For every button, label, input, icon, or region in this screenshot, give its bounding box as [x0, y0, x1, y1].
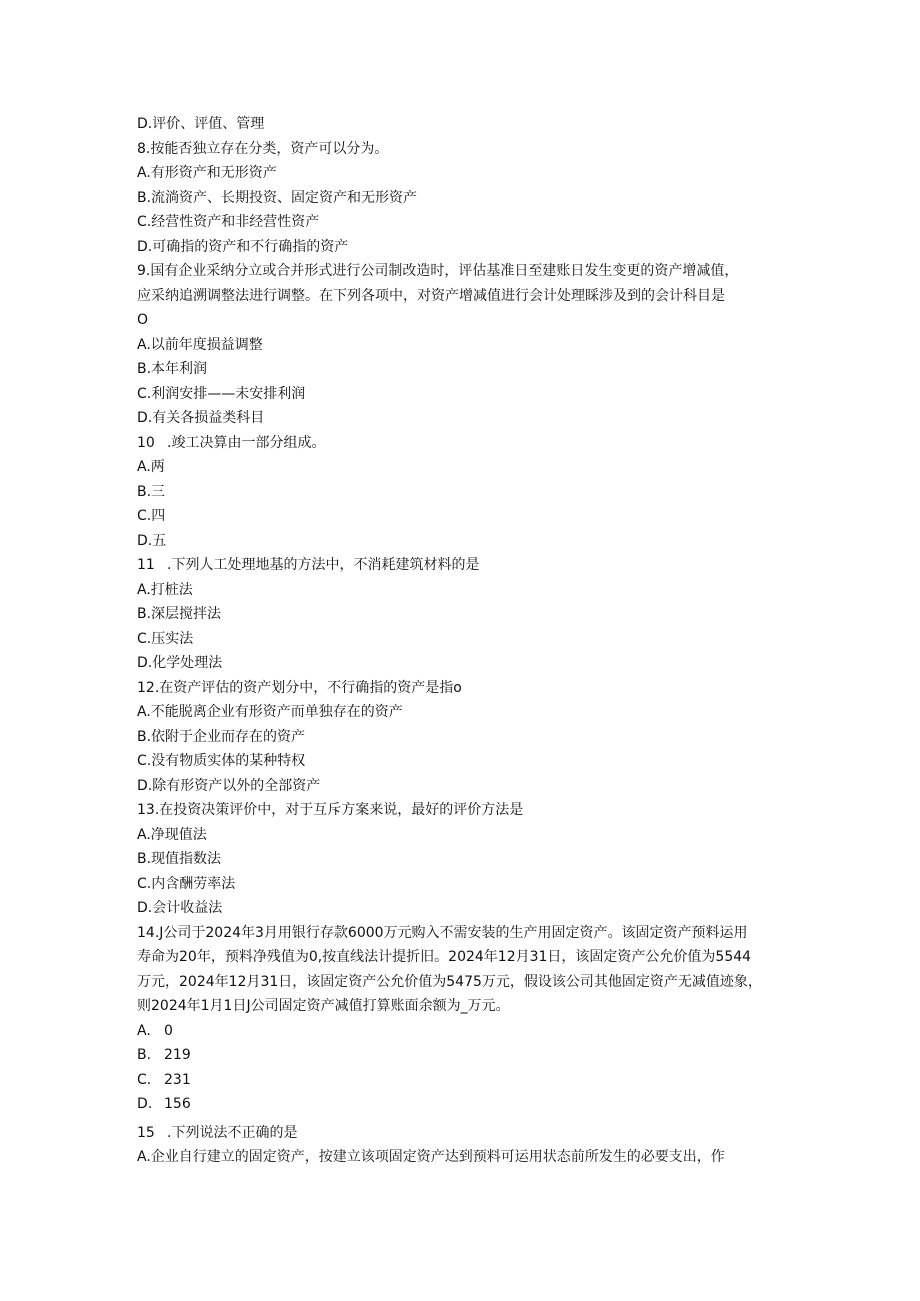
option-d-q7: D.评价、评值、管理	[137, 116, 265, 132]
option-value: 231	[164, 1071, 191, 1088]
option-c-q10: C.四	[137, 508, 166, 524]
question-12: 12.在资产评估的资产划分中，不行确指的资产是指o	[137, 679, 462, 696]
question-14-line-3: 万元，2024年12月31日，该固定资产公允价值为5475万元，假设该公司其他固定资产无减值迹象，	[137, 973, 762, 990]
option-c-q8: C.经营性资产和非经营性资产	[137, 214, 320, 230]
option-d-q9: D.有关各损益类科目	[137, 410, 265, 426]
option-value: 219	[164, 1047, 191, 1063]
option-d-q10: D.五	[137, 532, 167, 549]
option-b-q10: B.三	[137, 483, 166, 500]
option-d-q13: D.会计收益法	[137, 900, 223, 916]
option-value: 156	[164, 1096, 191, 1112]
question-10-text: .竣工决算由一部分组成。	[167, 434, 326, 451]
option-d-q14	[137, 1092, 787, 1117]
option-letter: D.	[137, 1096, 153, 1112]
question-14-line-2: 寿命为20年，预料净残值为0,按直线法计提折旧。2024年12月31日，该固定资产公允价值为5544	[137, 949, 752, 965]
option-b-q12: B.依附于企业而存在的资产	[137, 728, 306, 745]
question-11-text: .下列人工处理地基的方法中，不消耗建筑材料的是	[167, 557, 480, 573]
option-c-q14	[137, 1068, 787, 1093]
option-c-q9: C.利润安排——未安排利润	[137, 385, 306, 402]
option-a-q13: A.净现值法	[137, 826, 207, 843]
option-c-q11: C.压实法	[137, 630, 194, 647]
question-11-number: 11	[137, 557, 155, 573]
question-9-line-3: O	[137, 312, 149, 328]
option-d-q11: D.化学处理法	[137, 655, 223, 671]
option-d-q8: D.可确指的资产和不行确指的资产	[137, 238, 349, 255]
question-9-line-2: 应采纳追溯调整法进行调整。在下列各项中，对资产增减值进行会计处理睬涉及到的会计科目是	[137, 287, 725, 304]
question-14-line-4: 则2024年1月1日J公司固定资产减值打算账面余额为_万元。	[137, 998, 510, 1014]
option-b-q13: B.现值指数法	[137, 851, 222, 867]
document-page	[137, 112, 787, 1170]
option-a-q15: A.企业自行建立的固定资产，按建立该项固定资产达到预料可运用状态前所发生的必要支出，作	[137, 1149, 725, 1165]
option-a-q12: A.不能脱离企业有形资产而单独存在的资产	[137, 704, 403, 720]
option-b-q9: B.本年利润	[137, 361, 208, 377]
option-c-q12: C.没有物质实体的某种特权	[137, 753, 306, 769]
option-b-q14	[137, 1043, 787, 1068]
option-d-q12: D.除有形资产以外的全部资产	[137, 777, 321, 794]
question-15-text: .下列说法不正确的是	[167, 1124, 298, 1141]
option-b-q8: B.流淌资产、长期投资、固定资产和无形资产	[137, 189, 418, 206]
option-a-q8: A.有形资产和无形资产	[137, 165, 277, 181]
option-a-q9: A.以前年度损益调整	[137, 336, 263, 353]
question-10	[137, 431, 787, 456]
option-letter: B.	[137, 1047, 152, 1063]
option-a-q11: A.打桩法	[137, 581, 193, 598]
option-value: 0	[164, 1022, 173, 1039]
option-a-q14	[137, 1019, 787, 1044]
option-a-q10: A.两	[137, 459, 165, 475]
question-8: 8.按能否独立存在分类，资产可以分为。	[137, 140, 389, 157]
question-14-line-1: 14.J公司于2024年3月用银行存款6000万元购入不需安装的生产用固定资产。该固定资产预料运用	[137, 924, 748, 941]
question-15-number: 15	[137, 1124, 155, 1141]
question-15	[137, 1121, 787, 1146]
question-10-number: 10	[137, 434, 155, 451]
option-letter: C.	[137, 1071, 152, 1088]
question-13: 13.在投资决策评价中，对于互斥方案来说，最好的评价方法是	[137, 802, 524, 818]
question-9-line-1: 9.国有企业采纳分立或合并形式进行公司制改造时，评估基准日至建账日发生变更的资产增减值，	[137, 263, 739, 279]
question-11	[137, 553, 787, 578]
option-b-q11: B.深层搅拌法	[137, 606, 222, 622]
option-letter: A.	[137, 1022, 151, 1039]
option-c-q13: C.内含酬劳率法	[137, 875, 236, 892]
